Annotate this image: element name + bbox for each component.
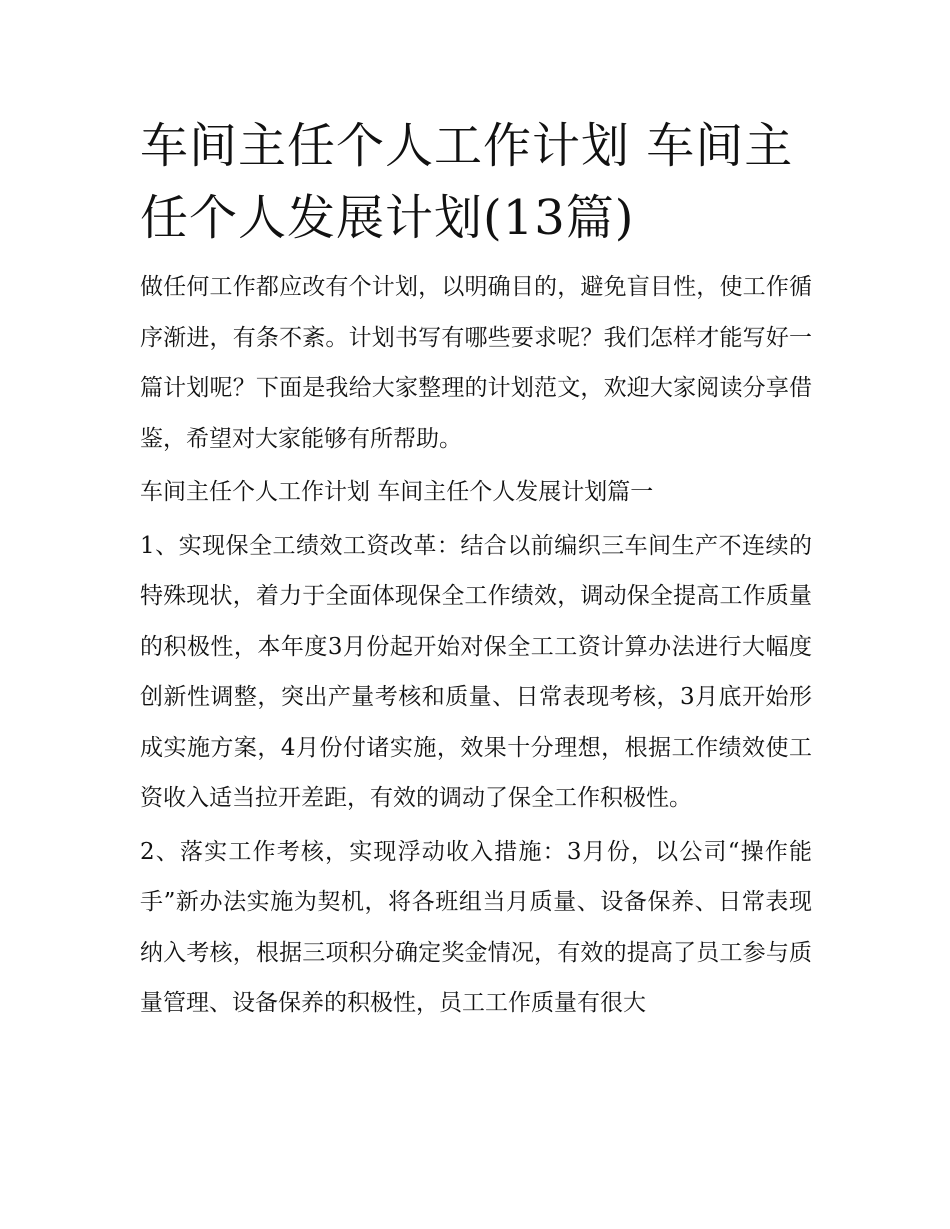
- intro-paragraph: 做任何工作都应改有个计划，以明确目的，避免盲目性，使工作循序渐进，有条不紊。计划书写有哪些要求呢？我们怎样才能写好一篇计划呢？下面是我给大家整理的计划范文，欢迎大家阅读分享借鉴，希望对大家能够有所帮助。: [140, 274, 812, 452]
- document-title: 车间主任个人工作计划 车间主任个人发展计划(13篇): [140, 118, 794, 246]
- list-item-1: 1、实现保全工绩效工资改革：结合以前编织三车间生产不连续的特殊现状，着力于全面体现保全工作绩效，调动保全提高工作质量的积极性，本年度3月份起开始对保全工工资计算办法进行大幅度创新性调整，突出产量考核和质量、日常表现考核，3月底开始形成实施方案，4月份付诸实施，效果十分理想，根据工作绩效使工资收入适当拉开差距，有效的调动了保全工作积极性。: [140, 532, 812, 811]
- section-heading: 车间主任个人工作计划 车间主任个人发展计划篇一: [140, 479, 654, 505]
- list-item-2: 2、落实工作考核，实现浮动收入措施：3月份，以公司“操作能手”新办法实施为契机，将各班组当月质量、设备保养、日常表现纳入考核，根据三项积分确定奖金情况，有效的提高了员工参与质量管理、设备保养的积极性，员工工作质量有很大: [140, 838, 812, 1016]
- document-body: [140, 110, 812, 1029]
